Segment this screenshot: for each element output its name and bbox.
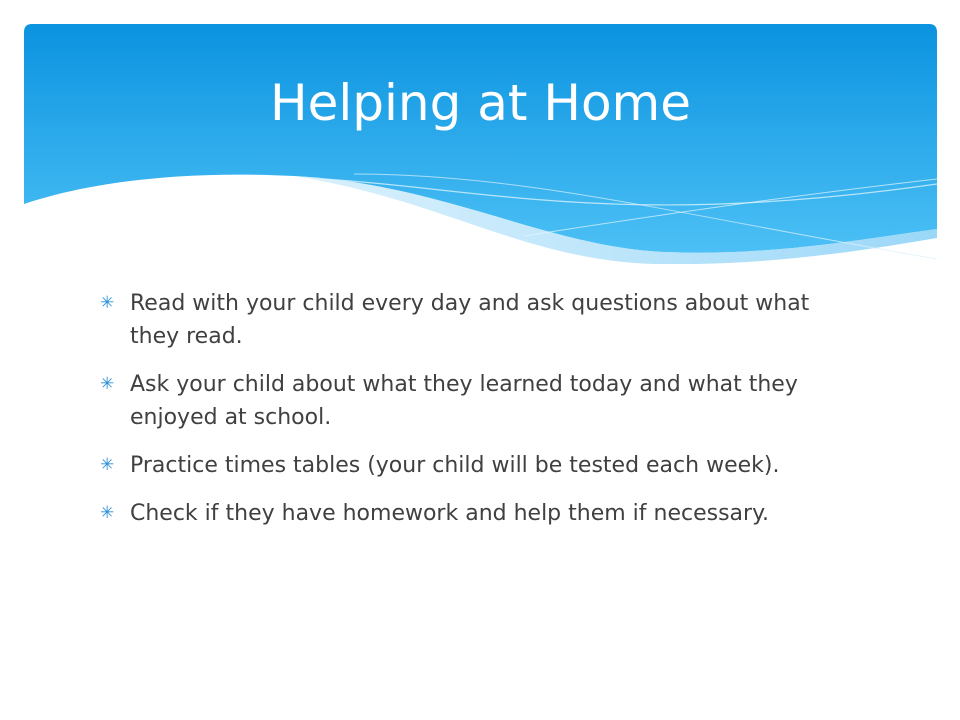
asterisk-bullet-icon: ✳ xyxy=(100,293,115,313)
bullet-item xyxy=(96,497,836,530)
bullet-text: Practice times tables (your child will be tested each week). xyxy=(130,453,780,478)
header-banner xyxy=(24,24,937,264)
bullet-item xyxy=(96,368,836,434)
bullet-item xyxy=(96,287,836,353)
header-wave-graphic xyxy=(24,24,937,264)
asterisk-bullet-icon: ✳ xyxy=(100,455,115,475)
bullet-text: Check if they have homework and help them if necessary. xyxy=(130,501,769,526)
asterisk-bullet-icon: ✳ xyxy=(100,503,115,523)
bullet-text: Ask your child about what they learned today and what they enjoyed at school. xyxy=(130,372,798,430)
asterisk-bullet-icon: ✳ xyxy=(100,374,115,394)
bullet-item xyxy=(96,449,836,482)
bullet-list xyxy=(96,287,836,545)
bullet-text: Read with your child every day and ask questions about what they read. xyxy=(130,291,810,349)
slide-title: Helping at Home xyxy=(270,74,691,132)
